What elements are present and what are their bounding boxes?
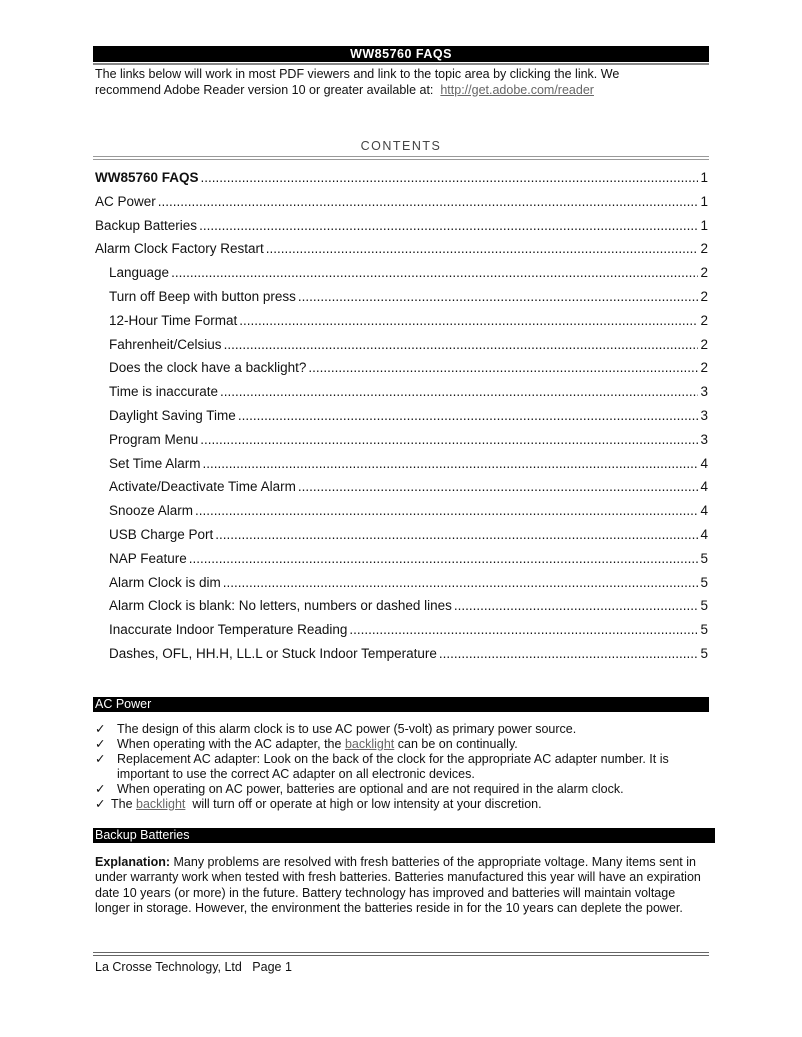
check-icon: ✓ (95, 752, 106, 766)
toc-entry[interactable]: Time is inaccurate ..... 3 (95, 384, 708, 408)
intro-text: recommend Adobe Reader version 10 or greater available at: (95, 82, 434, 97)
check-icon: ✓ (95, 722, 106, 736)
intro-line-2 (95, 83, 715, 99)
toc-entry[interactable]: Fahrenheit/Celsius ..... 2 (95, 337, 708, 361)
ac-power-list (95, 722, 710, 812)
toc-entry[interactable]: AC Power ..... 1 (95, 194, 708, 218)
list-item: ✓ The design of this alarm clock is to use AC power (5-volt) as primary power source. (95, 722, 577, 736)
toc-entry[interactable]: Alarm Clock is dim ..... 5 (95, 575, 708, 599)
page-footer (95, 960, 292, 974)
explanation-label: Explanation: (95, 855, 171, 869)
check-icon: ✓ (95, 737, 106, 751)
check-icon: ✓ (95, 797, 106, 811)
backup-batteries-heading: Backup Batteries (93, 828, 715, 843)
toc-entry[interactable]: USB Charge Port ..... 4 (95, 527, 708, 551)
title-divider (93, 63, 709, 65)
footer-company: La Crosse Technology, Ltd (95, 960, 242, 974)
footer-divider (93, 955, 709, 956)
footer-divider (93, 952, 709, 953)
toc-entry[interactable]: 12-Hour Time Format ..... 2 (95, 313, 708, 337)
backlight-link[interactable]: backlight (344, 737, 395, 751)
list-item: ✓ The backlight will turn off or operate at high or low intensity at your discretion. (95, 797, 542, 811)
toc-entry[interactable]: Dashes, OFL, HH.H, LL.L or Stuck Indoor Temperature ..... 5 (95, 646, 708, 670)
toc-entry[interactable]: WW85760 FAQS ..... 1 (95, 170, 708, 194)
explanation-text: Many problems are resolved with fresh batteries of the appropriate voltage. Many items sent in under warranty work when tested with fresh batteries. Batteries manufactured this year will have an expiration date 10 years (or more) in the future. Battery technology has improved and batteries will maintain voltage longer in storage. However, the environment the batteries reside in for the 10 years can deplete the power. (95, 855, 701, 916)
contents-heading: CONTENTS (360, 139, 442, 153)
toc-entry[interactable]: Turn off Beep with button press ..... 2 (95, 289, 708, 313)
adobe-reader-link[interactable]: http://get.adobe.com/reader (440, 82, 594, 97)
toc-entry[interactable]: Alarm Clock is blank: No letters, numbers or dashed lines ..... 5 (95, 598, 708, 622)
toc-entry[interactable]: Inaccurate Indoor Temperature Reading ..... 5 (95, 622, 708, 646)
contents-divider (93, 156, 709, 157)
list-item: ✓ When operating with the AC adapter, the backlight can be on continually. (95, 737, 518, 751)
backup-batteries-explanation (95, 855, 709, 917)
contents-divider (93, 159, 709, 160)
toc-entry[interactable]: Does the clock have a backlight? ..... 2 (95, 360, 708, 384)
ac-power-heading: AC Power (93, 697, 709, 712)
toc-entry[interactable]: Language ..... 2 (95, 265, 708, 289)
document-title: WW85760 FAQS (93, 46, 709, 62)
toc-entry[interactable]: Set Time Alarm ..... 4 (95, 456, 708, 480)
toc-entry[interactable]: Alarm Clock Factory Restart ..... 2 (95, 241, 708, 265)
toc-entry[interactable]: NAP Feature ..... 5 (95, 551, 708, 575)
list-item: ✓ When operating on AC power, batteries are optional and are not required in the alarm clock. (95, 782, 624, 796)
intro-paragraph (95, 67, 715, 98)
list-item: ✓ Replacement AC adapter: Look on the back of the clock for the appropriate AC adapter number. It is important to use the correct AC adapter on all electronic devices. (95, 752, 669, 781)
toc-entry[interactable]: Snooze Alarm ..... 4 (95, 503, 708, 527)
footer-page-number: Page 1 (252, 960, 292, 974)
toc-entry[interactable]: Backup Batteries ..... 1 (95, 218, 708, 242)
backlight-link[interactable]: backlight (136, 797, 186, 811)
intro-line-1: The links below will work in most PDF viewers and link to the topic area by clicking the link. We (95, 67, 620, 81)
check-icon: ✓ (95, 782, 106, 796)
toc-entry[interactable]: Activate/Deactivate Time Alarm ..... 4 (95, 479, 708, 503)
toc-entry[interactable]: Program Menu ..... 3 (95, 432, 708, 456)
toc-entry[interactable]: Daylight Saving Time ..... 3 (95, 408, 708, 432)
table-of-contents (95, 170, 708, 670)
